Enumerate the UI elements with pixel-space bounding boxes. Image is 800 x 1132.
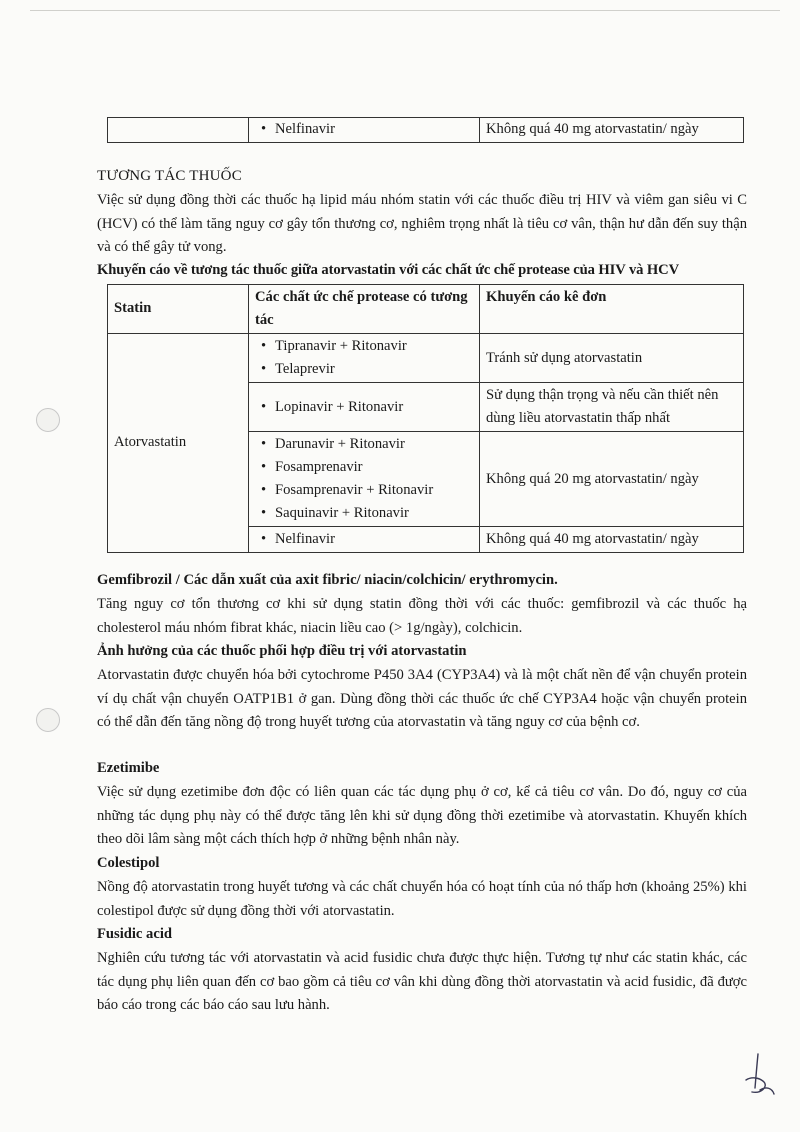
header-recommendation: Khuyến cáo kê đơn [480,285,744,334]
table-row [108,334,744,383]
section-body: Nghiên cứu tương tác với atorvastatin và acid fusidic chưa được thực hiện. Tương tự như các statin khác, các tác dụng phụ liên quan đến cơ bao gồm cả tiêu cơ vân khi dùng đồng thời atorvastatin và acid fusidic, đã được báo cáo trong các báo cáo sau lưu hành. [97,950,747,1014]
section-heading: Ảnh hưởng của các thuốc phối hợp điều trị với atorvastatin [97,643,467,659]
section-title: TƯƠNG TÁC THUỐC [97,168,242,184]
continued-table [107,117,744,143]
recommendation-cell: Không quá 40 mg atorvastatin/ ngày [480,527,744,553]
empty-cell [108,118,249,143]
section-heading: Fusidic acid [97,926,173,942]
section-body: Tăng nguy cơ tổn thương cơ khi sử dụng statin đồng thời với các thuốc: gemfibrozil và các thuốc hạ cholesterol máu nhóm fibrat khác, niacin liều cao (> 1g/ngày), colchicin. [97,596,747,636]
recommendation-cell: Không quá 40 mg atorvastatin/ ngày [480,118,744,143]
section-heading: Colestipol [97,855,160,871]
interaction-table [107,284,744,553]
intro-paragraph: Việc sử dụng đồng thời các thuốc hạ lipid máu nhóm statin với các thuốc điều trị HIV và viêm gan siêu vi C (HCV) có thể làm tăng nguy cơ gây tổn thương cơ, nghiêm trọng nhất là tiêu cơ vân, thận hư dẫn đến suy thận và có thể gây tử vong. [97,192,747,256]
statin-cell: Atorvastatin [108,334,249,553]
section-body: Nồng độ atorvastatin trong huyết tương và các chất chuyển hóa có hoạt tính của nó thấp hơn (khoảng 25%) khi colestipol được sử dụng đồng thời với atorvastatin. [97,879,747,919]
list-item: • Lopinavir + Ritonavir [275,396,473,419]
list-item: • Nelfinavir [275,528,473,551]
recommendation-cell: Không quá 20 mg atorvastatin/ ngày [480,432,744,527]
drugs-cell [249,383,480,432]
table-row [108,118,744,143]
recommendation-cell: Sử dụng thận trọng và nếu cần thiết nên dùng liều atorvastatin thấp nhất [480,383,744,432]
table-caption: Khuyến cáo về tương tác thuốc giữa atorvastatin với các chất ức chế protease của HIV và HCV [97,262,680,278]
table-header-row [108,285,744,334]
list-item: • Nelfinavir [275,118,473,141]
list-item: • Tipranavir + Ritonavir [275,335,473,358]
list-item: • Fosamprenavir [275,456,473,479]
list-item: • Saquinavir + Ritonavir [275,502,473,525]
section-heading: Ezetimibe [97,760,160,776]
section-body: Việc sử dụng ezetimibe đơn độc có liên quan các tác dụng phụ ở cơ, kể cả tiêu cơ vân. Do đó, nguy cơ của những tác dụng phụ này có thể được tăng lên khi sử dụng đồng thời ezetimibe và atorvastatin. Khuyến khích theo dõi lâm sàng một cách thích hợp ở những bệnh nhân này. [97,784,747,848]
punch-hole-icon [36,408,60,432]
drug-cell [249,118,480,143]
scan-edge-line [30,10,780,11]
initials-signature-icon [738,1050,778,1100]
list-item: • Fosamprenavir + Ritonavir [275,479,473,502]
punch-hole-icon [36,708,60,732]
recommendation-cell: Tránh sử dụng atorvastatin [480,334,744,383]
header-statin: Statin [108,285,249,334]
section-heading: Gemfibrozil / Các dẫn xuất của axit fibric/ niacin/colchicin/ erythromycin. [97,572,558,588]
drugs-cell [249,334,480,383]
list-item: • Darunavir + Ritonavir [275,433,473,456]
header-inhibitors: Các chất ức chế protease có tương tác [249,285,480,334]
drugs-cell [249,432,480,527]
list-item: • Telaprevir [275,358,473,381]
drugs-cell [249,527,480,553]
section-body: Atorvastatin được chuyển hóa bởi cytochrome P450 3A4 (CYP3A4) và là một chất nền để vận chuyển protein ví dụ chất vận chuyển OATP1B1 ở gan. Dùng đồng thời các thuốc ức chế CYP3A4 hoặc vận chuyển protein có thể dẫn đến tăng nồng độ trong huyết tương của atorvastatin và tăng nguy cơ của bệnh cơ. [97,667,747,731]
